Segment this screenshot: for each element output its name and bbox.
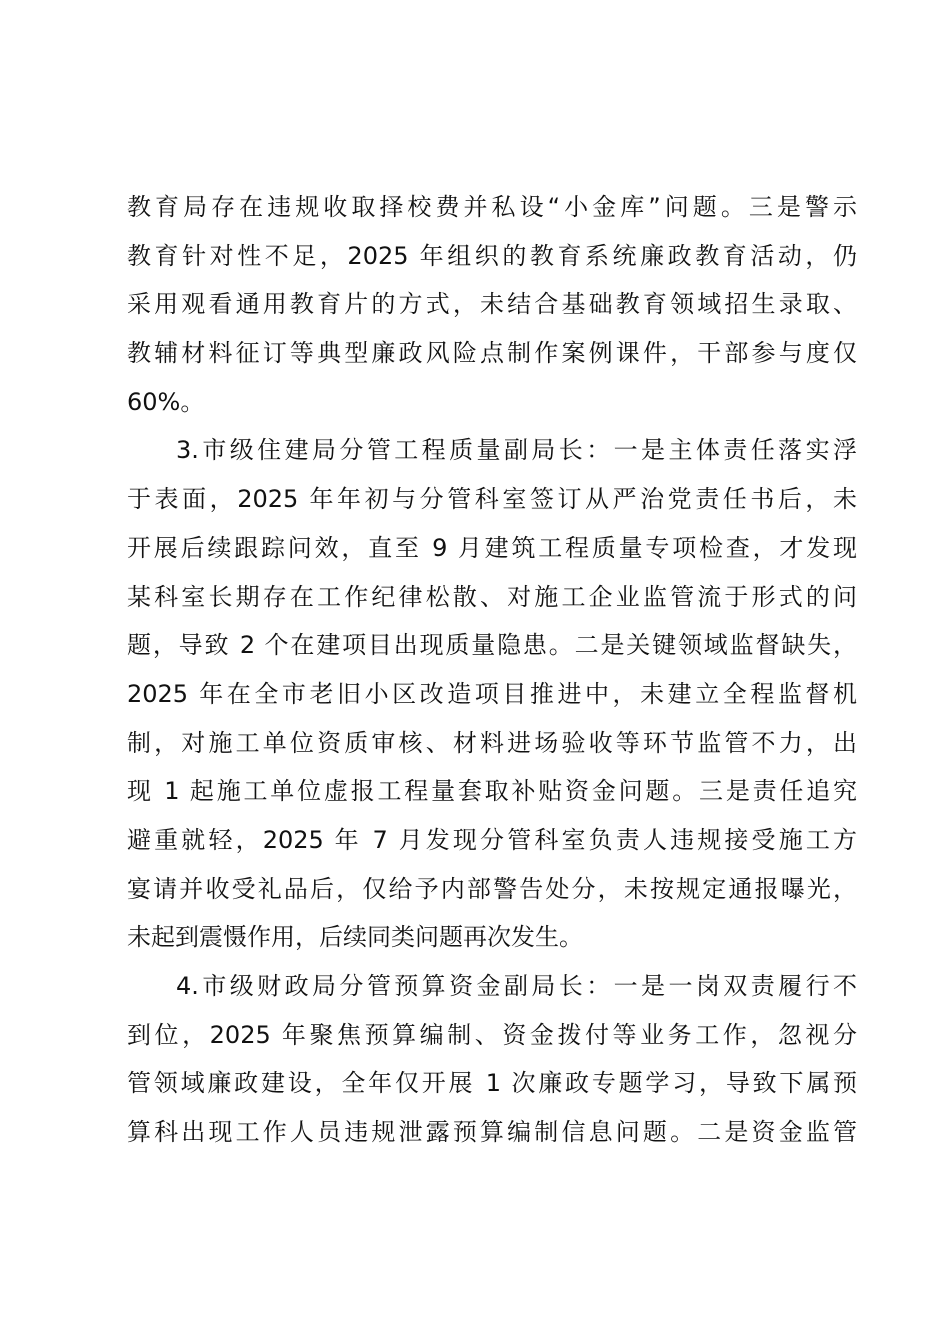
text-line: 教育针对性不足，2025 年组织的教育系统廉政教育活动，仍 <box>127 241 857 270</box>
text-line: 管领域廉政建设，全年仅开展 1 次廉政专题学习，导致下属预 <box>127 1069 857 1098</box>
text-line: 采用观看通用教育片的方式，未结合基础教育领域招生录取、 <box>127 290 857 319</box>
document-page <box>127 183 857 1157</box>
text-line: 题，导致 2 个在建项目出现质量隐患。二是关键领域监督缺失， <box>127 631 857 660</box>
text-line: 4.市级财政局分管预算资金副局长：一是一岗双责履行不 <box>176 972 857 1000</box>
text-line: 教育局存在违规收取择校费并私设“小金库”问题。三是警示 <box>127 193 857 221</box>
paragraph-finance-bureau <box>127 962 857 1157</box>
text-line: 于表面，2025 年年初与分管科室签订从严治党责任书后，未 <box>127 485 857 514</box>
paragraph-housing-bureau <box>127 426 857 962</box>
text-line: 制，对施工单位资质审核、材料进场验收等环节监管不力，出 <box>127 728 857 757</box>
text-line: 教辅材料征订等典型廉政风险点制作案例课件，干部参与度仅 <box>127 339 857 368</box>
text-line: 现 1 起施工单位虚报工程量套取补贴资金问题。三是责任追究 <box>127 777 857 806</box>
text-line: 算科出现工作人员违规泄露预算编制信息问题。二是资金监管 <box>127 1118 857 1147</box>
text-line: 2025 年在全市老旧小区改造项目推进中，未建立全程监督机 <box>127 679 857 708</box>
text-line: 到位，2025 年聚焦预算编制、资金拨付等业务工作，忽视分 <box>127 1020 857 1049</box>
text-line: 3.市级住建局分管工程质量副局长：一是主体责任落实浮 <box>176 436 857 465</box>
text-line: 某科室长期存在工作纪律松散、对施工企业监管流于形式的问 <box>127 582 857 611</box>
text-line: 开展后续跟踪问效，直至 9 月建筑工程质量专项检查，才发现 <box>127 533 857 562</box>
text-line: 宴请并收受礼品后，仅给予内部警告处分，未按规定通报曝光， <box>127 874 857 903</box>
text-line: 60%。 <box>127 387 205 416</box>
text-line: 未起到震慑作用，后续同类问题再次发生。 <box>127 923 583 952</box>
text-line: 避重就轻，2025 年 7 月发现分管科室负责人违规接受施工方 <box>127 825 857 854</box>
paragraph-education-continued <box>127 183 857 426</box>
